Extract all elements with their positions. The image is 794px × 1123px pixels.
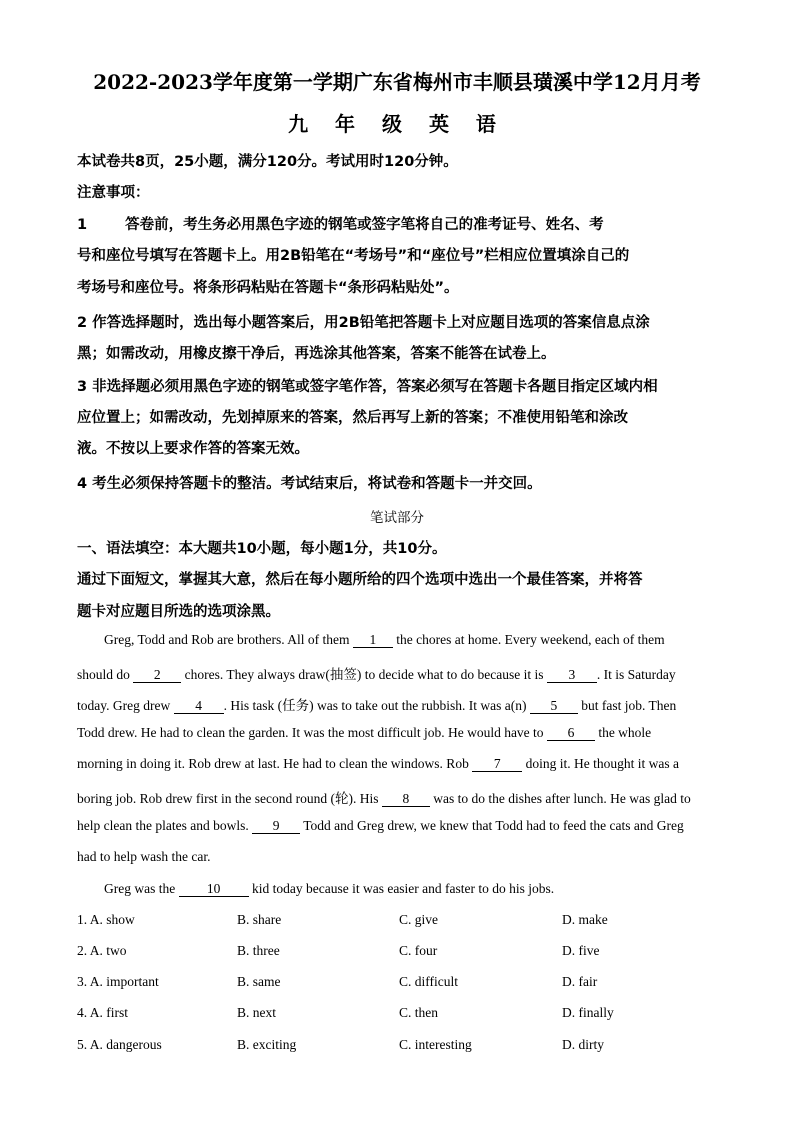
blank-3: 3 xyxy=(547,668,597,683)
q4-option-a: 4. A. first xyxy=(77,1005,129,1020)
q3-option-d: D. fair xyxy=(562,974,598,989)
blank-8: 8 xyxy=(382,792,430,807)
q3-option-c: C. difficult xyxy=(399,974,458,989)
notice-heading: 注意事项： xyxy=(77,185,150,201)
q1-option-b: B. share xyxy=(237,912,282,927)
note-3-line-3: 液。不按以上要求作答的答案无效。 xyxy=(77,441,309,457)
passage-line-2: should do 2 chores. They always draw(抽签) to decide what to do because it is 3 . It is Saturday xyxy=(77,667,676,682)
blank-10: 10 xyxy=(179,882,249,897)
part1-heading: 一、语法填空：本大题共10小题，每小题1分，共10分。 xyxy=(77,541,447,557)
blank-1: 1 xyxy=(353,633,393,648)
q2-option-d: D. five xyxy=(562,943,600,958)
note-2-line-2: 黑；如需改动，用橡皮擦干净后，再选涂其他答案，答案不能答在试卷上。 xyxy=(77,346,556,362)
passage-line-9: Greg was the 10 kid today because it was easier and faster to do his jobs. xyxy=(104,881,555,896)
q1-option-c: C. give xyxy=(399,912,438,927)
note-1-line-2: 号和座位号填写在答题卡上。用2B铅笔在“考场号”和“座位号”栏相应位置填涂自己的 xyxy=(77,248,630,264)
exam-intro: 本试卷共8页，25小题，满分120分。考试用时120分钟。 xyxy=(77,154,458,170)
q1-option-d: D. make xyxy=(562,912,608,927)
exam-subtitle: 九 年 级 英 语 xyxy=(288,112,506,136)
blank-7: 7 xyxy=(472,757,522,772)
note-3-line-1: 3 非选择题必须用黑色字迹的钢笔或签字笔作答，答案必须写在答题卡各题目指定区域内相 xyxy=(77,379,658,395)
q2-option-b: B. three xyxy=(237,943,280,958)
q5-option-c: C. interesting xyxy=(399,1037,472,1052)
q5-option-d: D. dirty xyxy=(562,1037,604,1052)
note-3-line-2: 应位置上；如需改动，先划掉原来的答案，然后再写上新的答案；不准使用铅笔和涂改 xyxy=(77,410,628,426)
q3-option-a: 3. A. important xyxy=(77,974,159,989)
q2-option-c: C. four xyxy=(399,943,438,958)
exam-title: 2022-2023学年度第一学期广东省梅州市丰顺县璜溪中学12月月考 xyxy=(93,70,701,94)
note-1-line-3: 考场号和座位号。将条形码粘贴在答题卡“条形码粘贴处”。 xyxy=(77,280,459,296)
passage-line-1: Greg, Todd and Rob are brothers. All of them 1 the chores at home. Every weekend, each of them xyxy=(104,632,665,647)
q2-option-a: 2. A. two xyxy=(77,943,127,958)
q3-option-b: B. same xyxy=(237,974,281,989)
note-2-line-1: 2 作答选择题时，选出每小题答案后，用2B铅笔把答题卡上对应题目选项的答案信息点涂 xyxy=(77,315,650,331)
part1-instruction-line-2: 题卡对应题目所选的选项涂黑。 xyxy=(77,604,280,620)
passage-line-8: had to help wash the car. xyxy=(77,849,211,864)
q5-option-b: B. exciting xyxy=(237,1037,297,1052)
blank-9: 9 xyxy=(252,819,300,834)
q5-option-a: 5. A. dangerous xyxy=(77,1037,162,1052)
q4-option-b: B. next xyxy=(237,1005,276,1020)
q1-option-a: 1. A. show xyxy=(77,912,135,927)
passage-line-5: morning in doing it. Rob drew at last. He had to clean the windows. Rob 7 doing it. He thought it was a xyxy=(77,756,679,771)
q4-option-c: C. then xyxy=(399,1005,438,1020)
blank-5: 5 xyxy=(530,699,578,714)
passage-line-7: help clean the plates and bowls. 9 Todd and Greg drew, we knew that Todd had to feed the cats and Greg xyxy=(77,818,684,833)
blank-6: 6 xyxy=(547,726,595,741)
q4-option-d: D. finally xyxy=(562,1005,614,1020)
blank-4: 4 xyxy=(174,699,224,714)
passage-line-3: today. Greg drew 4 . His task (任务) was to take out the rubbish. It was a(n) 5 but fast job. Then xyxy=(77,698,677,713)
note-1-number: 1 xyxy=(77,217,88,233)
blank-2: 2 xyxy=(133,668,181,683)
section-title: 笔试部分 xyxy=(370,510,424,526)
passage-line-4: Todd drew. He had to clean the garden. It was the most difficult job. He would have to 6 the whole xyxy=(77,725,652,740)
note-1-text: 答卷前，考生务必用黑色字迹的钢笔或签字笔将自己的准考证号、姓名、考 xyxy=(125,217,604,233)
note-4: 4 考生必须保持答题卡的整洁。考试结束后，将试卷和答题卡一并交回。 xyxy=(77,476,542,492)
passage-line-6: boring job. Rob drew first in the second round (轮). His 8 was to do the dishes after lunch. He was glad to xyxy=(77,791,691,806)
note-1-line-1 xyxy=(77,213,604,234)
part1-instruction-line-1: 通过下面短文，掌握其大意，然后在每小题所给的四个选项中选出一个最佳答案，并将答 xyxy=(77,572,643,588)
